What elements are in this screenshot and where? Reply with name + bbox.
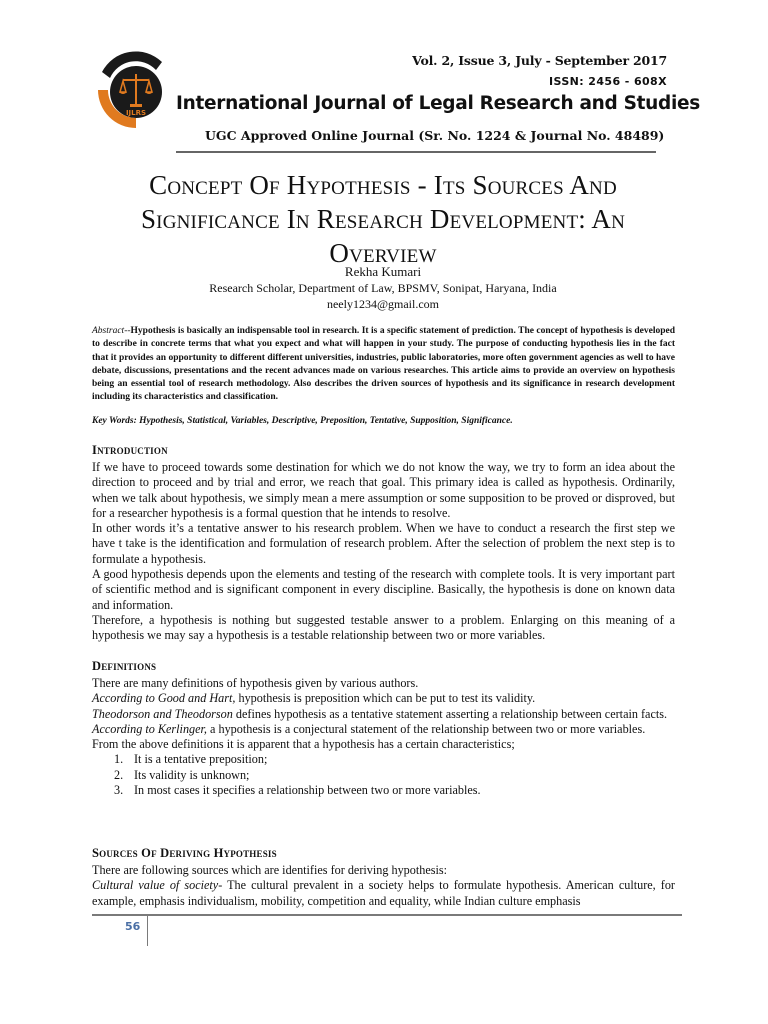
ugc-approval-line: UGC Approved Online Journal (Sr. No. 1224 & Journal No. 48489) — [205, 128, 665, 143]
journal-logo — [96, 50, 174, 130]
sources-heading: Sources Of Deriving Hypothesis — [92, 846, 277, 860]
list-item: 1. It is a tentative preposition; — [114, 752, 268, 767]
author-email: neely1234@gmail.com — [326, 297, 440, 311]
header-divider — [176, 151, 656, 153]
sources-body — [92, 863, 675, 909]
journal-name: International Journal of Legal Research and Studies — [176, 93, 700, 114]
paragraph: A good hypothesis depends upon the elements and testing of the research with complete tools. It is very important part of scientific method and is significant component in every discipline. Basically, the hypothesis is done on known data and information. — [92, 567, 675, 612]
footer-vertical-divider — [147, 916, 148, 946]
abstract-lead: Abstract-- — [92, 326, 131, 336]
definition-text: a hypothesis is a conjectural statement of the relationship between two or more variables. — [206, 721, 646, 736]
issn: ISSN: 2456 - 608X — [549, 75, 667, 88]
scales-of-justice-logo-icon — [96, 50, 174, 130]
page-number: 56 — [125, 920, 141, 933]
definition-item — [92, 722, 675, 737]
paragraph: There are following sources which are identifies for deriving hypothesis: — [92, 863, 448, 877]
definition-source: According to Kerlinger, — [92, 721, 207, 736]
list-item: 2. Its validity is unknown; — [114, 767, 250, 782]
introduction-body — [92, 460, 675, 644]
definition-text: defines hypothesis as a tentative statement asserting a relationship between certain facts. — [232, 706, 668, 721]
title-line: Concept Of Hypothesis - Its Sources And — [149, 170, 617, 200]
paragraph: From the above definitions it is apparent that a hypothesis has a certain characteristics; — [92, 737, 515, 752]
volume-issue: Vol. 2, Issue 3, July - September 2017 — [412, 53, 667, 68]
definition-source: According to Good and Hart, — [92, 691, 236, 706]
source-item — [92, 878, 675, 909]
author-affiliation: Research Scholar, Department of Law, BPSMV, Sonipat, Haryana, India — [209, 281, 557, 295]
definition-text: hypothesis is preposition which can be put to test its validity. — [235, 691, 536, 706]
definition-item — [92, 691, 675, 706]
definitions-body — [92, 676, 675, 798]
source-name: Cultural value of society- — [92, 878, 223, 893]
author-name: Rekha Kumari — [344, 264, 422, 279]
introduction-heading: Introduction — [92, 443, 168, 457]
definition-item — [92, 707, 675, 722]
characteristics-list — [92, 752, 675, 798]
definition-source: Theodorson and Theodorson — [92, 706, 233, 721]
title-line: Significance In Research Development: An — [140, 204, 626, 234]
paper-title — [95, 168, 671, 270]
paragraph: There are many definitions of hypothesis given by various authors. — [92, 676, 419, 690]
paragraph: In other words it’s a tentative answer to his research problem. When we have to conduct a research the first step we have t take is the identification and formulation of research problem. After the selection of problem the next step is to formulate a hypothesis. — [92, 521, 675, 566]
keywords: Key Words: Hypothesis, Statistical, Variables, Descriptive, Preposition, Tentative, Supposition, Significance. — [92, 416, 513, 426]
definitions-heading: Definitions — [92, 659, 157, 673]
abstract-text: Hypothesis is basically an indispensable tool in research. It is a specific statement of prediction. The concept of hypothesis is developed to describe in concrete terms that what you expect and what will happen in your study. The purpose of conducting hypothesis lies in the fact that it provides an opportunity to different different universities, industries, public laboratories, more often government agencies as well to have debate, discussions, presentations and the recent advances made on various researches. This article aims to provide an overview on hypothesis being an essential tool of research methodology. Also describes the driven sources of hypothesis and its significance in research development including its characteristics and classification. — [92, 326, 675, 403]
source-text: The cultural prevalent in a society helps to formulate hypothesis. American culture, for example, emphasis individualism, mobility, competition and equality, while Indian culture emphasis — [92, 878, 675, 908]
abstract — [92, 325, 675, 405]
title-line: Overview — [329, 238, 437, 268]
paragraph: If we have to proceed towards some destination for which we do not know the way, we try to form an idea about the direction to proceed and by trial and error, we reach that goal. This primary idea is called as hypothesis. Ordinarily, when we talk about hypothesis, we simply mean a mere assumption or some supposition to be proved or disproved, but for a researcher hypothesis is a formal question that he intends to resolve. — [92, 460, 675, 520]
svg-text:IJLRS: IJLRS — [125, 109, 147, 117]
footer-divider — [92, 914, 682, 916]
paragraph: Therefore, a hypothesis is nothing but suggested testable answer to a problem. Enlarging on this meaning of a hypothesis we may say a hypothesis is a testable relationship between two or more variables. — [92, 612, 675, 643]
list-item: 3. In most cases it specifies a relationship between two or more variables. — [114, 783, 481, 798]
